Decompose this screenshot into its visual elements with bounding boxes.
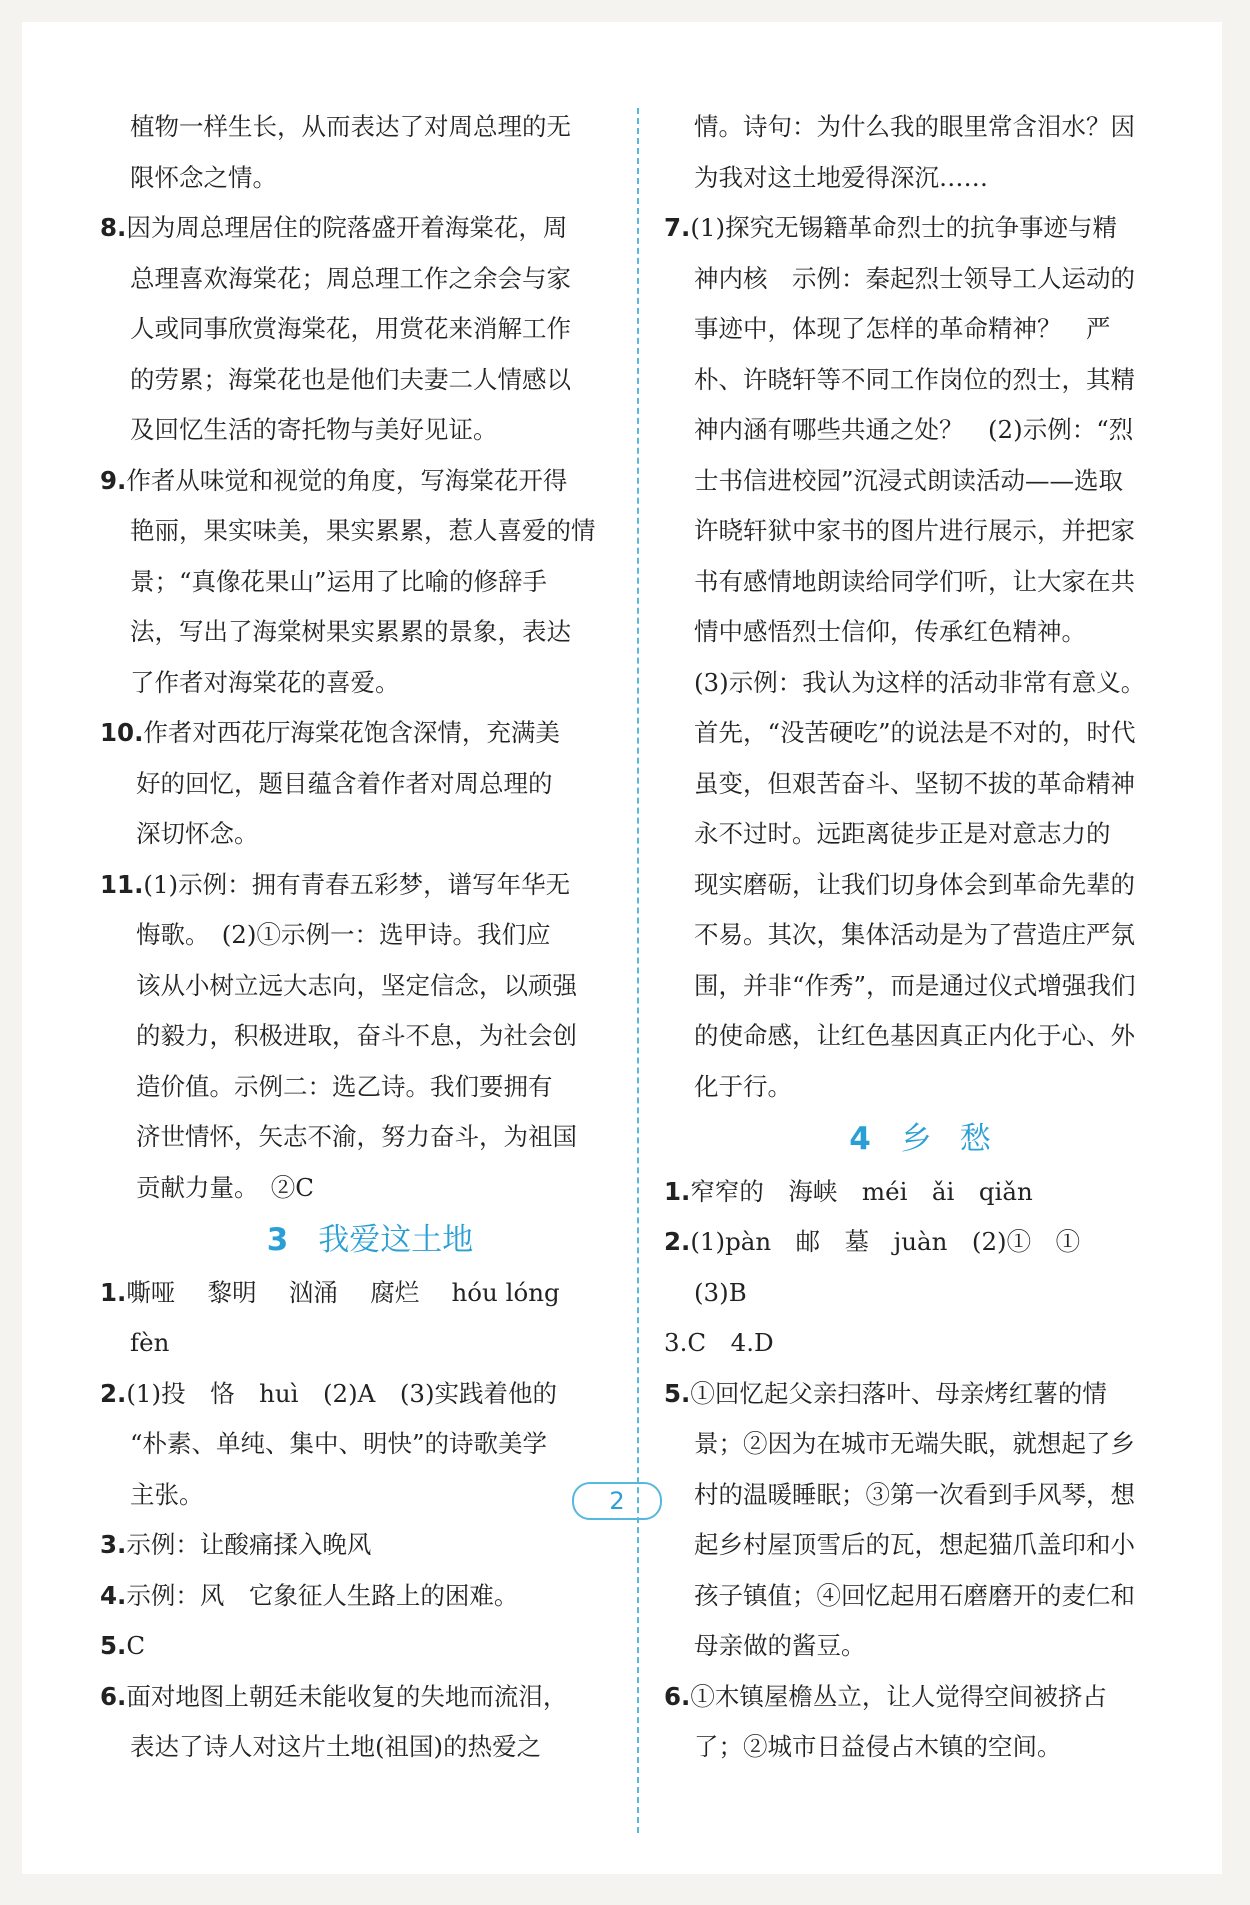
section-number: 4 bbox=[849, 1121, 871, 1157]
question-number: 5. bbox=[664, 1378, 691, 1408]
section-heading bbox=[100, 1215, 640, 1266]
answer-text: 围，并非“作秀”，而是通过仪式增强我们 bbox=[694, 970, 1136, 1000]
s3-answer-2 bbox=[100, 1369, 640, 1521]
answer-text: ①木镇屋檐丛立，让人觉得空间被挤占 bbox=[690, 1681, 1107, 1711]
question-number: 9. bbox=[100, 465, 127, 495]
answer-text: 嘶哑 黎明 汹涌 腐烂 hóu lóng bbox=[126, 1277, 560, 1307]
answer-text: 的劳累；海棠花也是他们夫妻二人情感以 bbox=[130, 364, 571, 394]
section-number: 3 bbox=[266, 1222, 289, 1258]
answer-text: 永不过时。远距离徒步正是对意志力的 bbox=[694, 819, 1111, 848]
s4-answer-2 bbox=[664, 1217, 1204, 1318]
answer-text: 因为周总理居住的院落盛开着海棠花，周 bbox=[126, 213, 568, 242]
answer-8 bbox=[100, 203, 640, 456]
answer-text: 起乡村屋顶雪后的瓦，想起猫爪盖印和小 bbox=[694, 1530, 1135, 1559]
answer-text: 母亲做的酱豆。 bbox=[694, 1631, 866, 1660]
answer-text: (1)探究无锡籍革命烈士的抗争事迹与精 bbox=[690, 213, 1118, 242]
left-column bbox=[100, 102, 640, 1773]
question-number: 1. bbox=[100, 1277, 127, 1307]
answer-text: 示例：让酸痛揉入晚风 bbox=[126, 1530, 372, 1559]
answer-text: (1)投 恪 huì (2)A (3)实践着他的 bbox=[126, 1378, 558, 1408]
answer-text: 贡献力量。 ②C bbox=[136, 1172, 314, 1202]
right-column bbox=[664, 102, 1204, 1773]
page-number: 2 bbox=[572, 1482, 662, 1520]
answer-text: 主张。 bbox=[130, 1479, 204, 1509]
s3-answer-5 bbox=[100, 1621, 640, 1672]
answer-text: 及回忆生活的寄托物与美好见证。 bbox=[130, 415, 498, 444]
answer-text: 窄窄的 海峡 méi ǎi qiǎn bbox=[690, 1176, 1033, 1206]
answer-text: 不易。其次，集体活动是为了营造庄严氛 bbox=[694, 920, 1135, 949]
answer-text: 作者从味觉和视觉的角度，写海棠花开得 bbox=[126, 465, 568, 495]
answer-text: 作者对西花厅海棠花饱含深情，充满美 bbox=[143, 718, 560, 747]
section-title: 我爱这土地 bbox=[318, 1222, 474, 1258]
answer-text: 事迹中，体现了怎样的革命精神？ 严 bbox=[694, 314, 1111, 343]
answer-text: 朴、许晓轩等不同工作岗位的烈士，其精 bbox=[694, 364, 1135, 394]
answer-text: fèn bbox=[130, 1328, 170, 1357]
answer-text: 景；②因为在城市无端失眠，就想起了乡 bbox=[694, 1429, 1135, 1458]
s3-answer-4 bbox=[100, 1571, 640, 1622]
answer-text: 的毅力，积极进取，奋斗不息，为社会创 bbox=[136, 1021, 577, 1050]
answer-text: (3)B bbox=[694, 1277, 747, 1307]
answer-text: 了作者对海棠花的喜爱。 bbox=[130, 667, 400, 697]
s3-answer-1 bbox=[100, 1268, 640, 1369]
question-number: 7. bbox=[664, 213, 691, 242]
answer-9 bbox=[100, 456, 640, 709]
answer-text: 现实磨砺，让我们切身体会到革命先辈的 bbox=[694, 869, 1135, 899]
answer-text: 面对地图上朝廷未能收复的失地而流泪， bbox=[126, 1681, 568, 1711]
answer-11 bbox=[100, 860, 640, 1214]
question-number: 3. bbox=[100, 1530, 127, 1559]
answer-text: 情中感悟烈士信仰，传承红色精神。 bbox=[694, 617, 1086, 646]
answer-page bbox=[22, 22, 1222, 1874]
answer-text: 总理喜欢海棠花；周总理工作之余会与家 bbox=[130, 263, 571, 293]
question-number: 10. bbox=[100, 718, 144, 747]
s3-answer-3 bbox=[100, 1520, 640, 1571]
section-title: 乡愁 bbox=[900, 1121, 1019, 1157]
s4-answer-5 bbox=[664, 1369, 1204, 1672]
answer-text: 法，写出了海棠树果实累累的景象，表达 bbox=[130, 617, 571, 646]
answer-7 bbox=[664, 203, 1204, 1112]
question-number: 5. bbox=[100, 1631, 127, 1660]
answer-10 bbox=[100, 708, 640, 860]
answer-text: 神内核 示例：秦起烈士领导工人运动的 bbox=[694, 263, 1135, 293]
answer-text: 化于行。 bbox=[694, 1071, 792, 1101]
answer-text: 表达了诗人对这片土地(祖国)的热爱之 bbox=[130, 1732, 542, 1761]
text-line: 限怀念之情。 bbox=[130, 162, 277, 192]
answer-text: 村的温暖睡眠；③第一次看到手风琴，想 bbox=[694, 1479, 1135, 1509]
answer-text: 该从小树立远大志向，坚定信念，以顽强 bbox=[136, 970, 577, 1000]
question-number: 2. bbox=[664, 1227, 691, 1256]
answer-text: 首先，“没苦硬吃”的说法是不对的，时代 bbox=[694, 718, 1136, 747]
text-line: 情。诗句：为什么我的眼里常含泪水？因 bbox=[694, 112, 1135, 141]
s4-answer-6 bbox=[664, 1672, 1204, 1773]
answer-text: 好的回忆，题目蕴含着作者对周总理的 bbox=[136, 768, 553, 798]
answer-text: 悔歌。 (2)①示例一：选甲诗。我们应 bbox=[136, 920, 551, 949]
answer-text: “朴素、单纯、集中、明快”的诗歌美学 bbox=[130, 1429, 548, 1458]
question-number: 6. bbox=[100, 1681, 127, 1711]
question-number: 8. bbox=[100, 213, 127, 242]
answer-text: 虽变，但艰苦奋斗、坚韧不拔的革命精神 bbox=[694, 768, 1135, 798]
text-line: 植物一样生长，从而表达了对周总理的无 bbox=[130, 112, 571, 141]
answer-text: 造价值。示例二：选乙诗。我们要拥有 bbox=[136, 1071, 553, 1101]
text-line: 为我对这土地爱得深沉…… bbox=[694, 162, 988, 192]
s4-answer-1 bbox=[664, 1167, 1204, 1218]
answer-text: (1)pàn 邮 墓 juàn (2)① ① bbox=[690, 1227, 1081, 1256]
answer-text: 景；“真像花果山”运用了比喻的修辞手 bbox=[130, 566, 548, 596]
question-number: 11. bbox=[100, 869, 144, 899]
answer-text: 神内涵有哪些共通之处？ (2)示例：“烈 bbox=[694, 415, 1134, 444]
answer-text: (1)示例：拥有青春五彩梦，谱写年华无 bbox=[143, 869, 571, 899]
question-number: 1. bbox=[664, 1176, 691, 1206]
section-heading bbox=[664, 1114, 1204, 1165]
answer-text: (3)示例：我认为这样的活动非常有意义。 bbox=[694, 667, 1146, 697]
answer-text: 人或同事欣赏海棠花，用赏花来消解工作 bbox=[130, 314, 571, 343]
answer-text: 深切怀念。 bbox=[136, 819, 259, 848]
question-number: 2. bbox=[100, 1378, 127, 1408]
question-number: 6. bbox=[664, 1681, 691, 1711]
answer-text: 的使命感，让红色基因真正内化于心、外 bbox=[694, 1021, 1135, 1050]
answer-text: 书有感情地朗读给同学们听，让大家在共 bbox=[694, 566, 1135, 596]
answer-text: 济世情怀，矢志不渝，努力奋斗，为祖国 bbox=[136, 1122, 577, 1151]
answer-text: 士书信进校园”沉浸式朗读活动——选取 bbox=[694, 465, 1124, 495]
answer-text: 示例：风 它象征人生路上的困难。 bbox=[126, 1580, 519, 1610]
answer-text: 孩子镇值；④回忆起用石磨磨开的麦仁和 bbox=[694, 1580, 1135, 1610]
answer-text: 艳丽，果实味美，果实累累，惹人喜爱的情 bbox=[130, 516, 596, 545]
answer-text: ①回忆起父亲扫落叶、母亲烤红薯的情 bbox=[690, 1378, 1107, 1408]
s3-answer-6 bbox=[100, 1672, 640, 1773]
answer-text: 了；②城市日益侵占木镇的空间。 bbox=[694, 1732, 1062, 1761]
answer-text: 许晓轩狱中家书的图片进行展示，并把家 bbox=[694, 516, 1135, 545]
answer-text: C bbox=[126, 1631, 146, 1660]
question-number: 4. bbox=[100, 1580, 127, 1610]
s4-answer-3-4: 3.C 4.D bbox=[664, 1328, 774, 1357]
